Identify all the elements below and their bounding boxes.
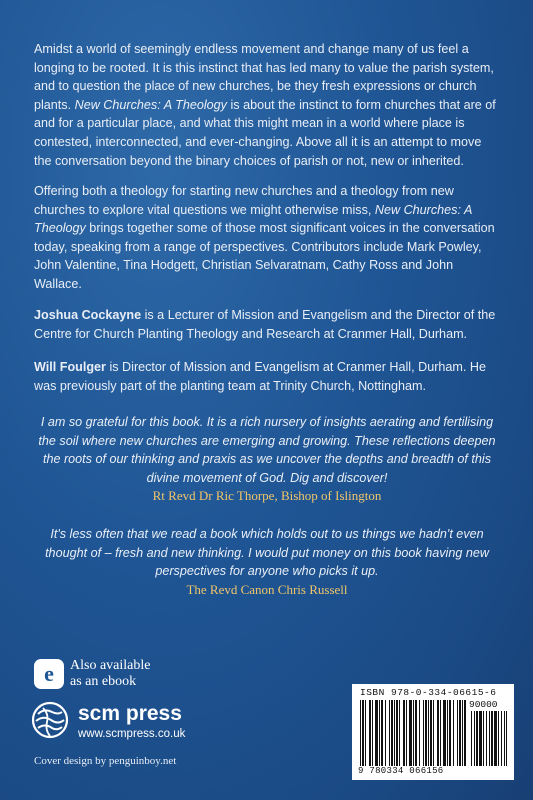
endorsement-quote-2 xyxy=(34,525,500,599)
author-name: Will Foulger xyxy=(34,360,106,374)
description-paragraph-2: Offering both a theology for starting new churches and a theology from new churches to explore vital questions we might otherwise miss, New Churches: A Theology brings together some of those most significant voices in the conversation today, speaking from a range of perspectives. Contributors include Mark Powley, John Valentine, Tina Hodgett, Christian Selvaratnam, Cathy Ross and John Wallace. xyxy=(34,184,495,291)
book-title: New Churches: A Theology xyxy=(34,202,472,236)
ebook-e-icon: e xyxy=(34,659,64,689)
quote-attribution: The Revd Canon Chris Russell xyxy=(186,581,348,597)
scm-globe-logo xyxy=(30,700,70,740)
book-title: New Churches: A Theology xyxy=(74,97,227,112)
publisher-block xyxy=(30,700,290,750)
publisher-url: www.scmpress.co.uk xyxy=(78,728,186,740)
ebook-line-2: as an ebook xyxy=(70,674,137,689)
ean-barcode-bars xyxy=(360,700,466,766)
author-bio-foulger: Will Foulger is Director of Mission and Evangelism at Cranmer Hall, Durham. He was previously part of the planting team at Trinity Church, Nottingham. xyxy=(34,360,486,393)
endorsement-quote-1 xyxy=(34,413,500,506)
quote-attribution: Rt Revd Dr Ric Thorpe, Bishop of Islington xyxy=(152,488,382,504)
description-paragraph-1: Amidst a world of seemingly endless movement and change many of us feel a longing to be rooted. It is this instinct that has led many to value the parish system, and to question the place of new churches, be they fresh expressions or church plants. New Churches: A Theology is about the instinct to form churches that are of and for a particular place, and what this might mean in a world where place is contested, interconnected, and ever-changing. Above all it is an attempt to move the conversation beyond the binary choices of parish or not, new or inherited. xyxy=(34,42,496,168)
ebook-line-1: Also available xyxy=(70,658,151,673)
addon-barcode-bars xyxy=(471,711,507,766)
author-name: Joshua Cockayne xyxy=(34,308,142,322)
barcode-digits: 9 780334 066156 xyxy=(358,766,444,776)
quote-text: I am so grateful for this book. It is a rich nursery of insights aerating and fertilising the soil where new churches are emerging and growing. These reflections deepen the roots of our thinking and praxis as we uncover the depths and breadth of this divine movement of God. Dig and discover! xyxy=(38,415,496,485)
quote-text: It's less often that we read a book which holds out to us things we hadn't even thought of – fresh and new thinking. I would put money on this book having new perspectives for anyone who picks it up. xyxy=(45,527,489,579)
price-code: 90000 xyxy=(469,699,498,710)
ebook-availability xyxy=(34,658,174,694)
cover-design-credit: Cover design by penguinboy.net xyxy=(34,755,177,767)
publisher-name: scm press xyxy=(78,702,182,725)
isbn-barcode xyxy=(352,684,514,780)
isbn-text: ISBN 978-0-334-06615-6 xyxy=(360,687,497,698)
author-bio-cockayne: Joshua Cockayne is a Lecturer of Mission and Evangelism and the Director of the Centre for Church Planting Theology and Research at Cranmer Hall, Durham. xyxy=(34,308,496,341)
